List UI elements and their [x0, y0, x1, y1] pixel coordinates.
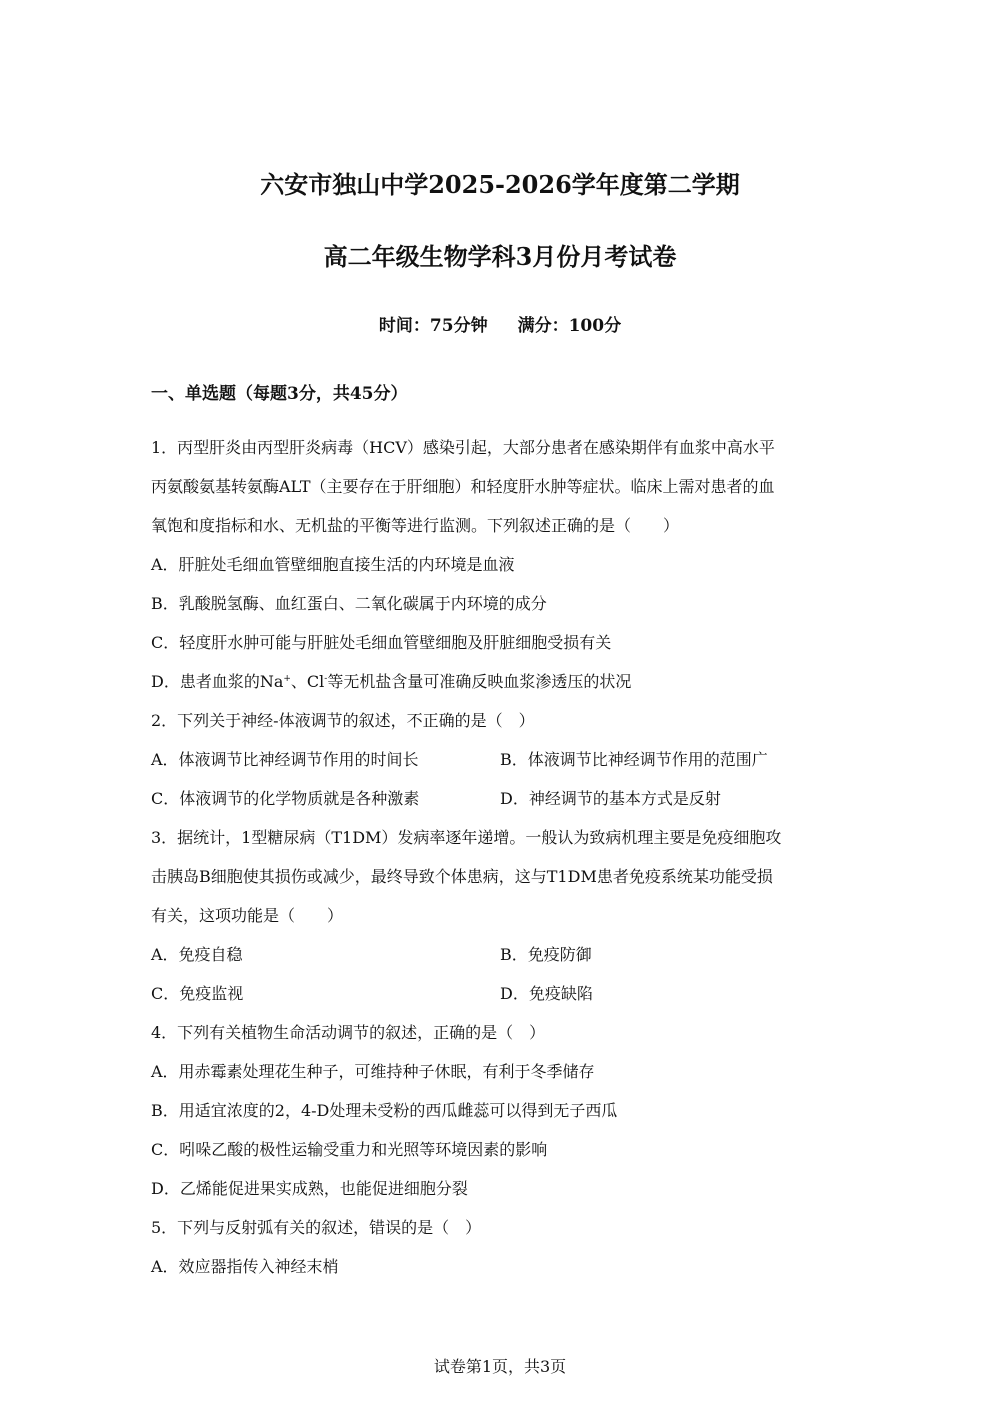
sodium-charge: +	[283, 674, 291, 684]
q4-stem: 4．下列有关植物生命活动调节的叙述，正确的是（ ）	[151, 1023, 546, 1042]
q4-option-c: C．吲哚乙酸的极性运输受重力和光照等环境因素的影响	[151, 1140, 548, 1159]
q3-stem-line2: 击胰岛B细胞使其损伤或减少，最终导致个体患病，这与T1DM患者免疫系统某功能受损	[151, 867, 773, 886]
q2-option-c: C．体液调节的化学物质就是各种激素	[151, 789, 420, 808]
exam-score: 满分：100分	[517, 316, 622, 336]
exam-meta	[0, 314, 1000, 338]
q1-option-d	[151, 670, 631, 694]
section-heading: 一、单选题（每题3分，共45分）	[151, 384, 408, 404]
chloride-charge: -	[324, 674, 328, 684]
q3-stem-line1: 3．据统计，1型糖尿病（T1DM）发病率逐年递增。一般认为致病机理主要是免疫细胞攻	[151, 828, 782, 847]
q5-option-a: A．效应器指传入神经末梢	[151, 1257, 339, 1276]
q2-stem: 2．下列关于神经-体液调节的叙述，不正确的是（ ）	[151, 711, 535, 730]
q4-option-b: B．用适宜浓度的2，4-D处理未受粉的西瓜雌蕊可以得到无子西瓜	[151, 1101, 618, 1120]
q1-option-c: C．轻度肝水肿可能与肝脏处毛细血管壁细胞及肝脏细胞受损有关	[151, 633, 612, 652]
exam-title-line1: 六安市独山中学2025-2026学年度第二学期	[260, 170, 740, 199]
q1-option-d-suffix: 等无机盐含量可准确反映血浆渗透压的状况	[327, 672, 632, 691]
q2-option-b: B．体液调节比神经调节作用的范围广	[500, 750, 768, 769]
q5-stem: 5．下列与反射弧有关的叙述，错误的是（ ）	[151, 1218, 482, 1237]
q1-stem-line3: 氧饱和度指标和水、无机盐的平衡等进行监测。下列叙述正确的是（ ）	[151, 516, 680, 535]
q3-option-a: A．免疫自稳	[151, 945, 243, 964]
q2-option-d: D．神经调节的基本方式是反射	[500, 789, 721, 808]
q1-option-d-mid: 、Cl	[290, 672, 325, 691]
q4-option-a: A．用赤霉素处理花生种子，可维持种子休眠，有利于冬季储存	[151, 1062, 595, 1081]
q3-stem-line3: 有关，这项功能是（ ）	[151, 906, 344, 925]
q1-stem-line2: 丙氨酸氨基转氨酶ALT（主要存在于肝细胞）和轻度肝水肿等症状。临床上需对患者的血	[151, 477, 775, 496]
q1-option-b: B．乳酸脱氢酶、血红蛋白、二氧化碳属于内环境的成分	[151, 594, 547, 613]
q1-stem-line1: 1．丙型肝炎由丙型肝炎病毒（HCV）感染引起，大部分患者在感染期伴有血浆中高水平	[151, 438, 775, 457]
q3-option-c: C．免疫监视	[151, 984, 244, 1003]
exam-time: 时间：75分钟	[378, 316, 488, 336]
q2-option-a: A．体液调节比神经调节作用的时间长	[151, 750, 419, 769]
page-footer: 试卷第1页，共3页	[433, 1357, 567, 1376]
q4-option-d: D．乙烯能促进果实成熟，也能促进细胞分裂	[151, 1179, 468, 1198]
q1-option-d-prefix: D．患者血浆的Na	[151, 672, 284, 691]
q1-option-a: A．肝脏处毛细血管壁细胞直接生活的内环境是血液	[151, 555, 515, 574]
exam-title-line2: 高二年级生物学科3月份月考试卷	[323, 242, 677, 271]
q3-option-d: D．免疫缺陷	[500, 984, 593, 1003]
q3-option-b: B．免疫防御	[500, 945, 592, 964]
